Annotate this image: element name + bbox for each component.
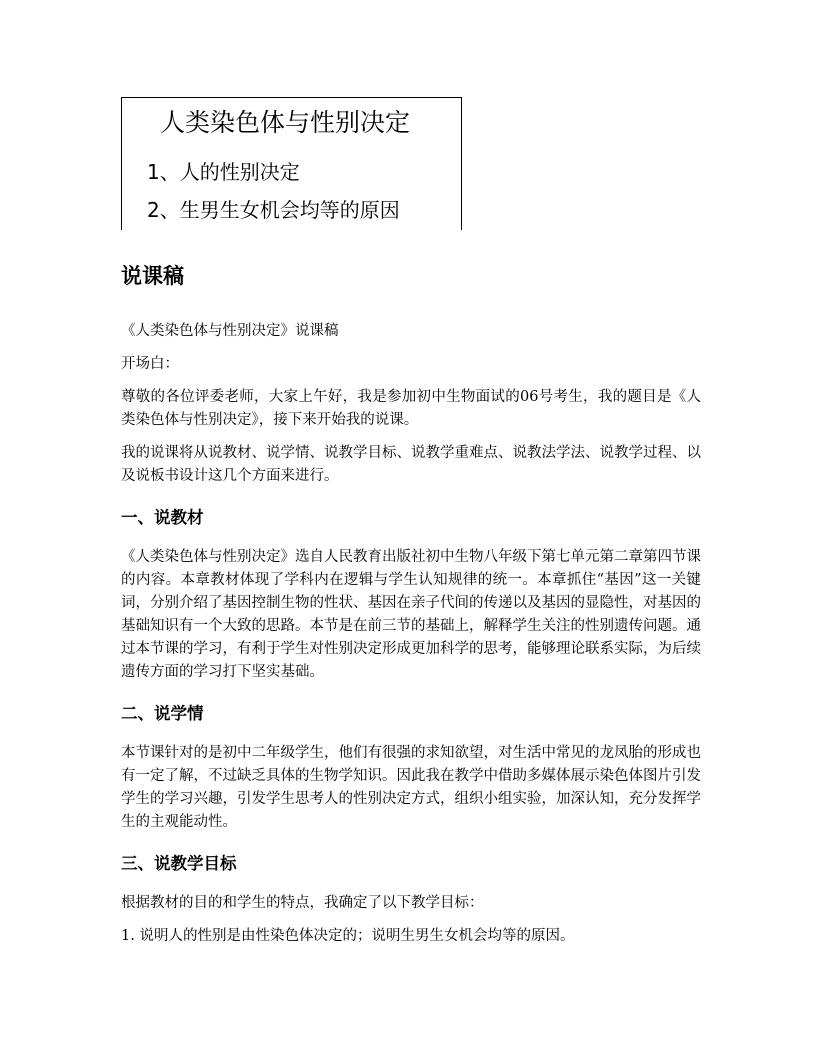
blackboard-design-box <box>121 97 462 230</box>
board-title: 人类染色体与性别决定 <box>160 108 411 137</box>
objective-item-1: 1. 说明人的性别是由性染色体决定的；说明生男生女机会均等的原因。 <box>121 928 575 944</box>
board-item-1: 1、人的性别决定 <box>147 160 300 184</box>
document-body <box>121 256 701 958</box>
opening-label: 开场白： <box>121 356 179 372</box>
section-heading-students: 二、说学情 <box>121 704 204 723</box>
board-item-2: 2、生男生女机会均等的原因 <box>147 198 400 222</box>
document-subtitle: 《人类染色体与性别决定》说课稿 <box>121 323 339 339</box>
intro-paragraph: 尊敬的各位评委老师，大家上午好，我是参加初中生物面试的06号考生，我的题目是《人类染色体与性别决定》，接下来开始我的说课。 <box>121 389 701 428</box>
outline-paragraph: 我的说课将从说教材、说学情、说教学目标、说教学重难点、说教法学法、说教学过程、以及说板书设计这几个方面来进行。 <box>121 445 701 484</box>
section-heading-objectives: 三、说教学目标 <box>121 854 237 873</box>
students-paragraph: 本节课针对的是初中二年级学生，他们有很强的求知欲望，对生活中常见的龙凤胎的形成也有一定了解，不过缺乏具体的生物学知识。因此我在教学中借助多媒体展示染色体图片引发学生的学习兴趣，引发学生思考人的性别决定方式，组织小组实验，加深认知，充分发挥学生的主观能动性。 <box>121 745 701 830</box>
objectives-intro-paragraph: 根据教材的目的和学生的特点，我确定了以下教学目标： <box>121 895 484 911</box>
section-heading-textbook: 一、说教材 <box>121 508 204 527</box>
document-title: 说课稿 <box>121 264 184 288</box>
textbook-paragraph: 《人类染色体与性别决定》选自人民教育出版社初中生物八年级下第七单元第二章第四节课的内容。本章教材体现了学科内在逻辑与学生认知规律的统一。本章抓住“基因”这一关键词，分别介绍了基因控制生物的性状、基因在亲子代间的传递以及基因的显隐性，对基因的基础知识有一个大致的思路。本节是在前三节的基础上，解释学生关注的性别遗传问题。通过本节课的学习，有利于学生对性别决定形成更加科学的思考，能够理论联系实际，为后续遗传方面的学习打下坚实基础。 <box>121 549 701 680</box>
